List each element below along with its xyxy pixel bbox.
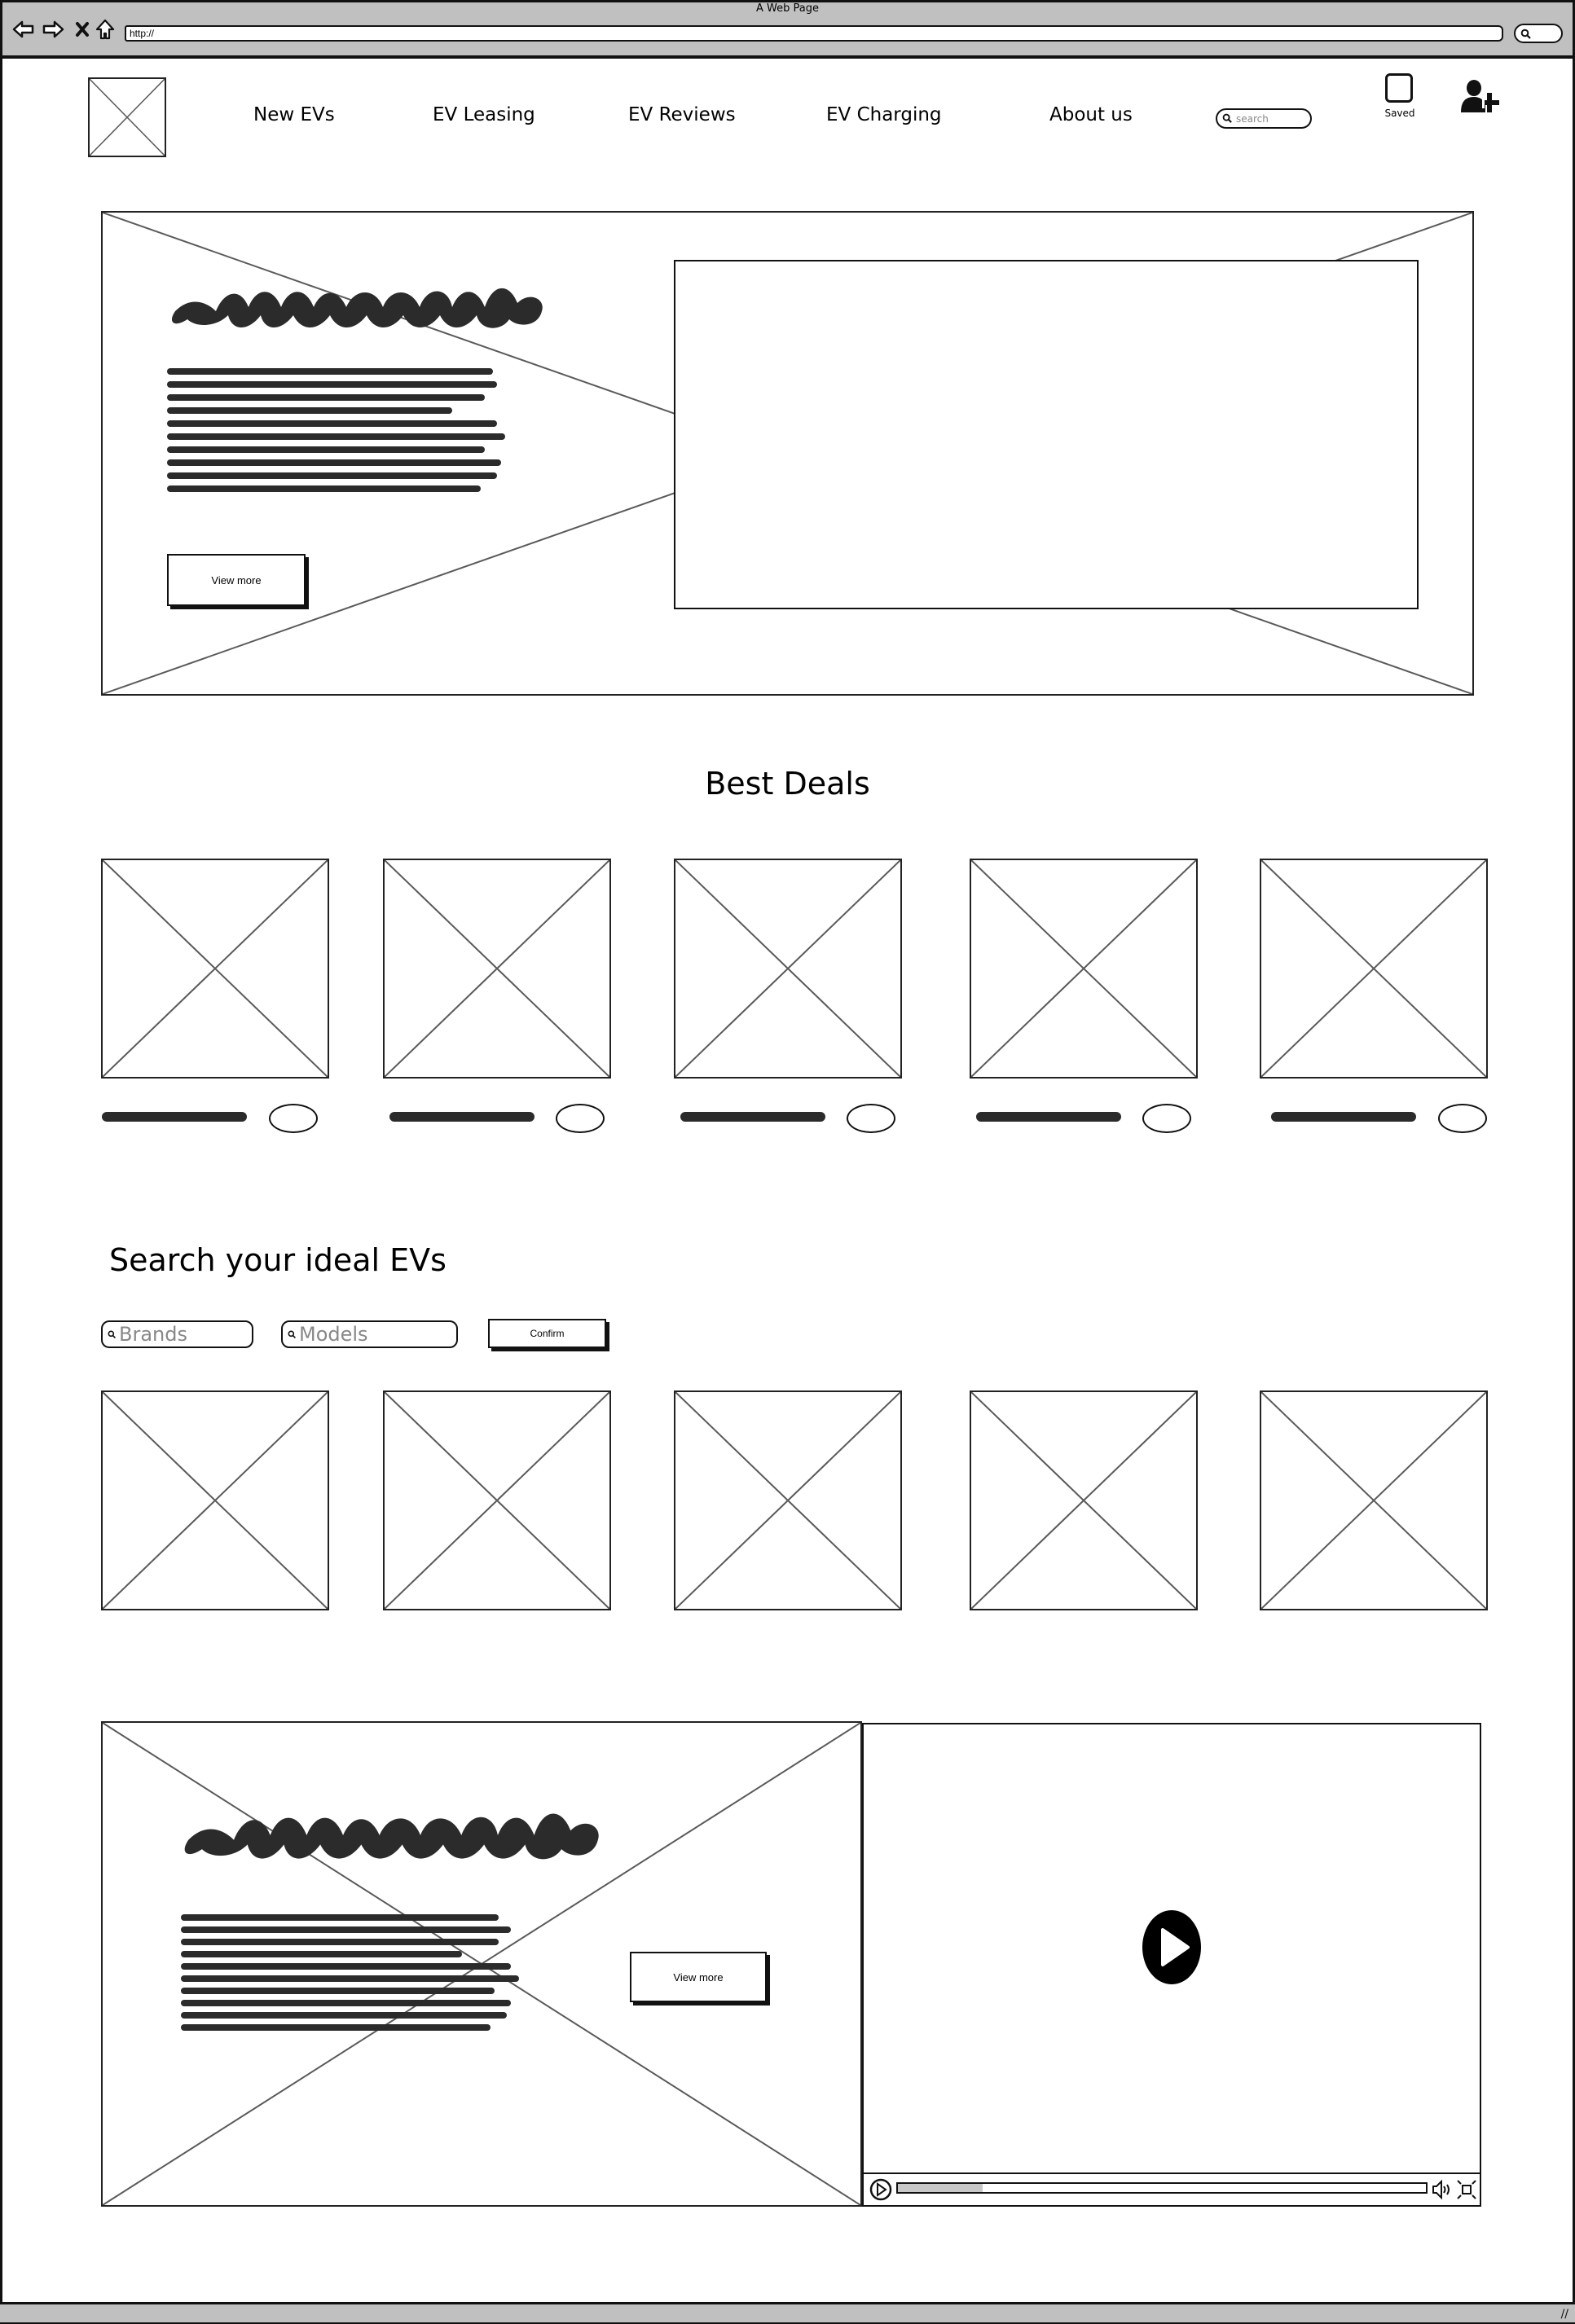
video-progress-fill — [898, 2184, 983, 2192]
video-progress-bar[interactable] — [896, 2182, 1428, 2194]
feature-view-more-button[interactable]: View more — [630, 1952, 767, 2002]
deal-card-button[interactable] — [1142, 1104, 1191, 1133]
nav-ev-leasing[interactable]: EV Leasing — [433, 104, 535, 125]
video-player[interactable] — [862, 1723, 1481, 2207]
search-result-image[interactable] — [674, 1390, 902, 1610]
saved-label[interactable]: Saved — [1384, 108, 1415, 119]
saved-icon[interactable] — [1385, 73, 1413, 103]
brands-search-input[interactable] — [101, 1320, 253, 1348]
nav-ev-charging[interactable]: EV Charging — [826, 104, 942, 125]
search-result-image[interactable] — [970, 1390, 1198, 1610]
stop-icon[interactable] — [73, 18, 91, 41]
hero-view-more-button[interactable]: View more — [167, 554, 306, 606]
feature-headline — [179, 1803, 607, 1868]
deal-card-image[interactable] — [674, 859, 902, 1079]
search-icon — [1520, 29, 1532, 40]
confirm-button[interactable]: Confirm — [488, 1319, 606, 1348]
fullscreen-icon[interactable] — [1456, 2179, 1477, 2200]
url-input[interactable]: http:// — [125, 25, 1503, 42]
forward-arrow-icon[interactable] — [41, 18, 65, 41]
search-result-image[interactable] — [383, 1390, 611, 1610]
back-arrow-icon[interactable] — [11, 18, 36, 41]
search-section-title: Search your ideal EVs — [109, 1242, 447, 1278]
add-user-icon[interactable] — [1459, 78, 1500, 116]
deal-card-caption — [976, 1112, 1121, 1122]
search-result-image[interactable] — [101, 1390, 329, 1610]
models-placeholder: Models — [299, 1323, 368, 1346]
deal-card-image[interactable] — [1260, 859, 1488, 1079]
feature-body-text — [181, 1914, 523, 2053]
search-icon — [288, 1330, 297, 1339]
brands-placeholder: Brands — [119, 1323, 187, 1346]
small-play-icon[interactable] — [869, 2177, 893, 2202]
site-search-input[interactable] — [1216, 108, 1312, 129]
browser-search-field[interactable] — [1514, 24, 1563, 43]
search-icon — [108, 1330, 117, 1339]
deal-card-image[interactable] — [383, 859, 611, 1079]
browser-status-bar — [0, 2302, 1575, 2324]
window-title: A Web Page — [756, 2, 819, 15]
deal-card-button[interactable] — [556, 1104, 605, 1133]
volume-icon[interactable] — [1432, 2179, 1453, 2200]
hero-content-panel — [674, 260, 1419, 609]
deal-card-button[interactable] — [1438, 1104, 1487, 1133]
deal-card-image[interactable] — [101, 859, 329, 1079]
deal-card-button[interactable] — [847, 1104, 895, 1133]
search-placeholder: search — [1236, 112, 1269, 125]
nav-ev-reviews[interactable]: EV Reviews — [628, 104, 736, 125]
deal-card-caption — [102, 1112, 247, 1122]
video-controls — [864, 2172, 1480, 2205]
nav-new-evs[interactable]: New EVs — [253, 104, 335, 125]
deal-card-caption — [680, 1112, 825, 1122]
nav-about-us[interactable]: About us — [1049, 104, 1133, 125]
models-search-input[interactable] — [281, 1320, 458, 1348]
deal-card-caption — [1271, 1112, 1416, 1122]
deal-card-button[interactable] — [269, 1104, 318, 1133]
deal-card-image[interactable] — [970, 859, 1198, 1079]
home-icon[interactable] — [95, 18, 116, 41]
resize-grip-icon[interactable]: // — [1560, 2308, 1568, 2321]
hero-headline — [167, 279, 550, 336]
site-logo[interactable] — [88, 77, 166, 157]
search-result-image[interactable] — [1260, 1390, 1488, 1610]
deal-card-caption — [389, 1112, 535, 1122]
hero-body-text — [167, 368, 509, 507]
search-icon — [1222, 113, 1233, 124]
play-button-icon[interactable] — [1142, 1909, 1202, 1985]
best-deals-title: Best Deals — [705, 766, 870, 802]
